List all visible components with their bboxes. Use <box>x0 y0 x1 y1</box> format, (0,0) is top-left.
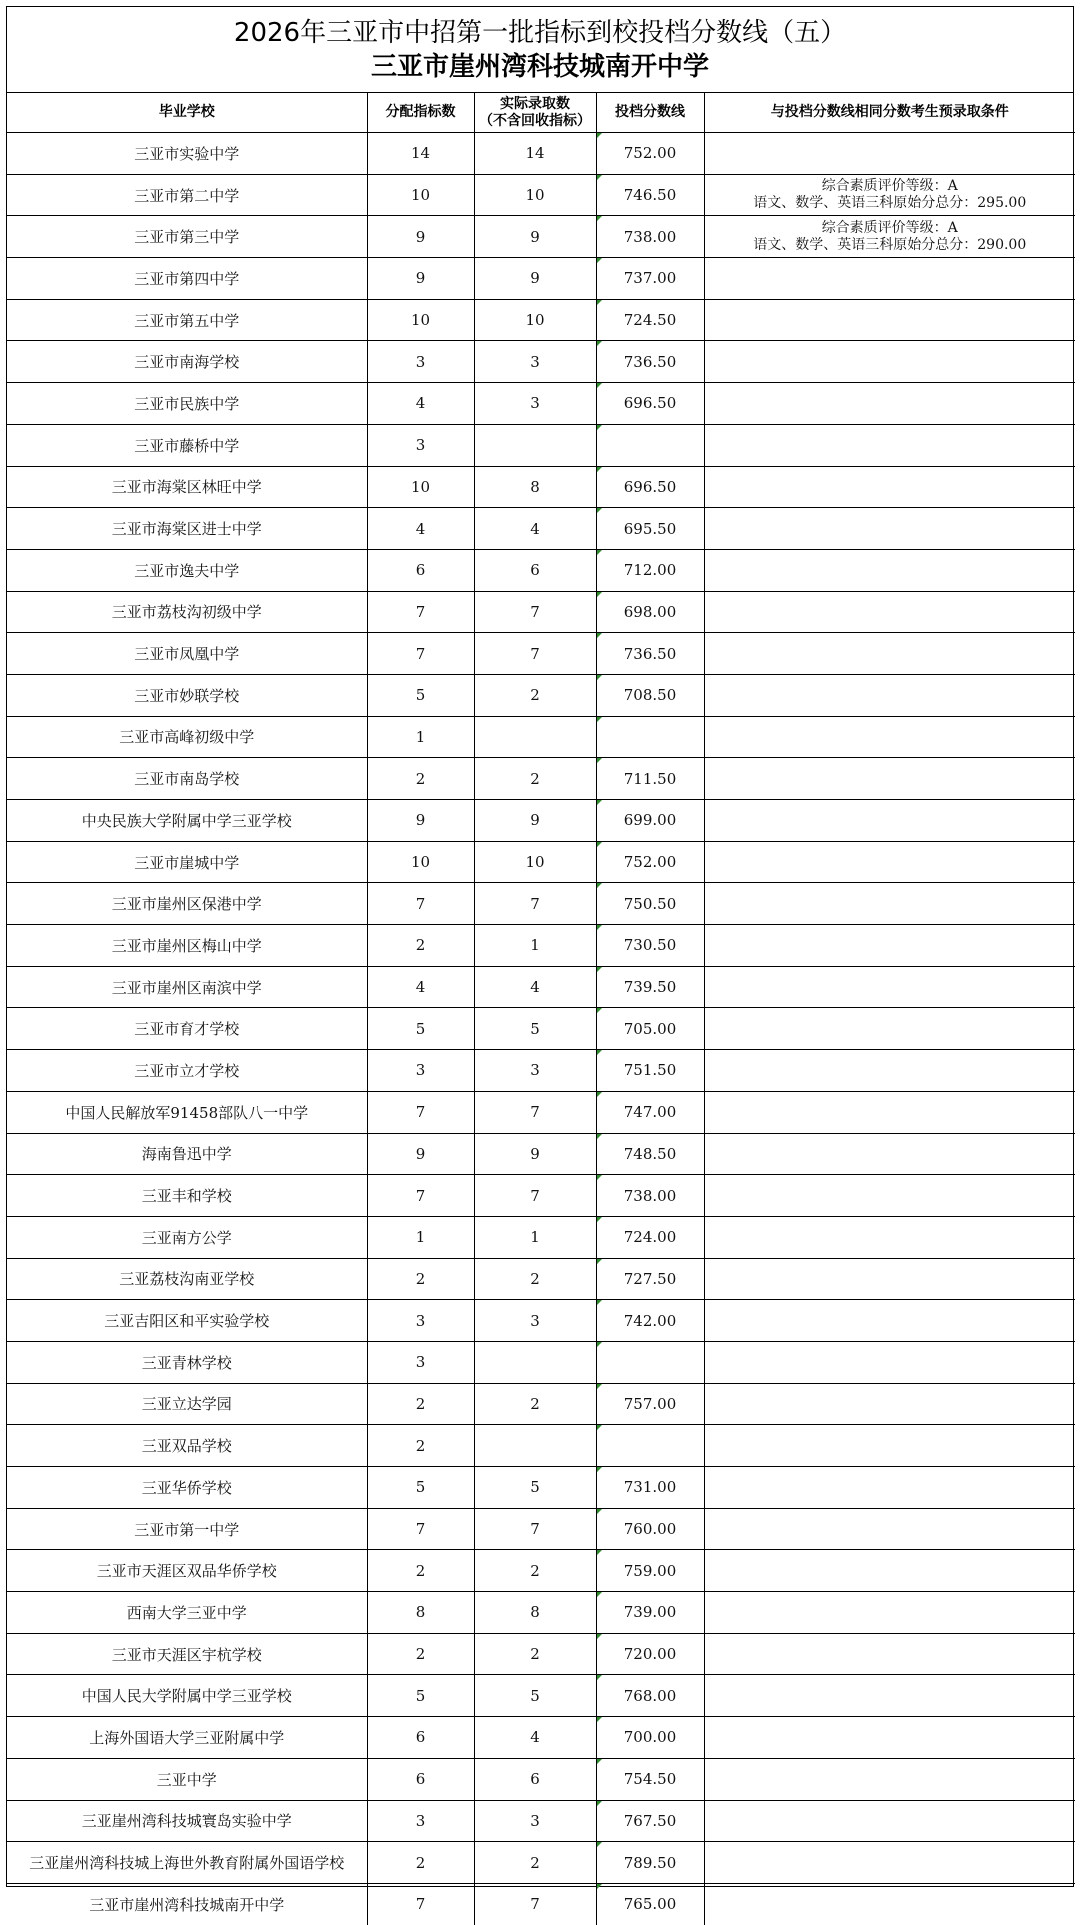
school-cell: 中国人民大学附属中学三亚学校 <box>7 1675 367 1717</box>
admitted-cell: 5 <box>474 1008 596 1050</box>
admitted-cell: 14 <box>474 133 596 175</box>
table-row <box>7 1675 1075 1717</box>
score-cell: 736.50 <box>596 633 704 675</box>
admitted-cell <box>474 1341 596 1383</box>
admitted-cell: 1 <box>474 925 596 967</box>
table-row <box>7 1758 1075 1800</box>
admitted-cell <box>474 1425 596 1467</box>
score-table <box>7 93 1075 1925</box>
school-cell: 三亚市天涯区双品华侨学校 <box>7 1550 367 1592</box>
table-row <box>7 466 1075 508</box>
admitted-cell: 8 <box>474 466 596 508</box>
condition-cell <box>704 549 1075 591</box>
condition-cell <box>704 1717 1075 1759</box>
quota-cell: 7 <box>367 1175 474 1217</box>
condition-line-2: 语文、数学、英语三科原始分总分：290.00 <box>753 236 1027 253</box>
score-cell: 698.00 <box>596 591 704 633</box>
admitted-cell: 2 <box>474 1550 596 1592</box>
admitted-cell: 3 <box>474 1800 596 1842</box>
admitted-cell <box>474 716 596 758</box>
score-cell: 708.50 <box>596 674 704 716</box>
school-cell: 三亚市崖州湾科技城南开中学 <box>7 1883 367 1924</box>
admitted-cell: 7 <box>474 1091 596 1133</box>
table-row <box>7 1508 1075 1550</box>
condition-cell <box>704 925 1075 967</box>
condition-cell <box>704 1383 1075 1425</box>
table-row <box>7 1216 1075 1258</box>
condition-cell <box>704 1050 1075 1092</box>
quota-cell: 3 <box>367 1341 474 1383</box>
score-cell: 730.50 <box>596 925 704 967</box>
score-cell: 767.50 <box>596 1800 704 1842</box>
quota-cell: 2 <box>367 1425 474 1467</box>
condition-cell <box>704 1216 1075 1258</box>
admitted-cell: 5 <box>474 1675 596 1717</box>
admitted-cell: 2 <box>474 1258 596 1300</box>
admitted-cell: 10 <box>474 174 596 216</box>
quota-cell: 9 <box>367 800 474 842</box>
quota-cell: 9 <box>367 216 474 258</box>
school-cell: 三亚市南岛学校 <box>7 758 367 800</box>
condition-cell <box>704 1008 1075 1050</box>
condition-cell <box>704 1592 1075 1634</box>
school-cell: 上海外国语大学三亚附属中学 <box>7 1717 367 1759</box>
score-cell: 712.00 <box>596 549 704 591</box>
score-cell: 727.50 <box>596 1258 704 1300</box>
table-row <box>7 1592 1075 1634</box>
school-cell: 三亚崖州湾科技城寰岛实验中学 <box>7 1800 367 1842</box>
admitted-cell: 4 <box>474 508 596 550</box>
school-cell: 三亚市第三中学 <box>7 216 367 258</box>
quota-cell: 5 <box>367 1675 474 1717</box>
table-row <box>7 1633 1075 1675</box>
score-cell: 696.50 <box>596 466 704 508</box>
score-cell: 747.00 <box>596 1091 704 1133</box>
admitted-cell: 2 <box>474 1383 596 1425</box>
score-cell: 759.00 <box>596 1550 704 1592</box>
admitted-cell: 2 <box>474 1633 596 1675</box>
school-cell: 三亚市崖州区南滨中学 <box>7 966 367 1008</box>
score-cell: 739.50 <box>596 966 704 1008</box>
admitted-cell <box>474 424 596 466</box>
school-cell: 三亚青林学校 <box>7 1341 367 1383</box>
score-cell: 738.00 <box>596 216 704 258</box>
school-cell: 三亚市第一中学 <box>7 1508 367 1550</box>
score-cell <box>596 1341 704 1383</box>
quota-cell: 4 <box>367 383 474 425</box>
quota-cell: 8 <box>367 1592 474 1634</box>
table-row <box>7 1800 1075 1842</box>
score-cell: 789.50 <box>596 1842 704 1884</box>
table-row <box>7 800 1075 842</box>
table-row <box>7 1008 1075 1050</box>
table-row <box>7 1425 1075 1467</box>
admitted-cell: 5 <box>474 1467 596 1509</box>
table-row <box>7 883 1075 925</box>
school-cell: 海南鲁迅中学 <box>7 1133 367 1175</box>
score-cell: 752.00 <box>596 841 704 883</box>
condition-line-2: 语文、数学、英语三科原始分总分：295.00 <box>753 195 1027 212</box>
quota-cell: 7 <box>367 1508 474 1550</box>
score-cell: 711.50 <box>596 758 704 800</box>
condition-cell <box>704 1300 1075 1342</box>
admitted-cell: 9 <box>474 800 596 842</box>
header-score: 投档分数线 <box>596 93 704 133</box>
table-row <box>7 1091 1075 1133</box>
school-cell: 三亚市第四中学 <box>7 258 367 300</box>
score-cell: 748.50 <box>596 1133 704 1175</box>
quota-cell: 5 <box>367 1467 474 1509</box>
score-cell: 765.00 <box>596 1883 704 1924</box>
admitted-cell: 9 <box>474 1133 596 1175</box>
condition-cell <box>704 1467 1075 1509</box>
condition-cell <box>704 466 1075 508</box>
school-cell: 三亚市实验中学 <box>7 133 367 175</box>
quota-cell: 3 <box>367 424 474 466</box>
table-row <box>7 674 1075 716</box>
condition-cell <box>704 1842 1075 1884</box>
school-cell: 三亚市妙联学校 <box>7 674 367 716</box>
score-cell <box>596 424 704 466</box>
table-row <box>7 925 1075 967</box>
school-cell: 三亚市海棠区进士中学 <box>7 508 367 550</box>
table-row <box>7 133 1075 175</box>
condition-cell <box>704 716 1075 758</box>
score-cell: 700.00 <box>596 1717 704 1759</box>
quota-cell: 2 <box>367 1842 474 1884</box>
score-cell: 696.50 <box>596 383 704 425</box>
score-cell: 736.50 <box>596 341 704 383</box>
admitted-cell: 9 <box>474 216 596 258</box>
quota-cell: 2 <box>367 1550 474 1592</box>
admitted-cell: 6 <box>474 549 596 591</box>
condition-cell <box>704 341 1075 383</box>
table-row <box>7 1258 1075 1300</box>
school-cell: 三亚华侨学校 <box>7 1467 367 1509</box>
page-subtitle: 三亚市崖州湾科技城南开中学 <box>370 51 709 82</box>
table-row <box>7 591 1075 633</box>
condition-cell <box>704 508 1075 550</box>
condition-cell <box>704 133 1075 175</box>
school-cell: 三亚市凤凰中学 <box>7 633 367 675</box>
header-admitted-line1: 实际录取数 <box>500 95 570 112</box>
table-row <box>7 174 1075 216</box>
school-cell: 三亚中学 <box>7 1758 367 1800</box>
school-cell: 三亚市崖城中学 <box>7 841 367 883</box>
quota-cell: 5 <box>367 1008 474 1050</box>
table-row <box>7 258 1075 300</box>
table-row <box>7 1133 1075 1175</box>
score-cell: 768.00 <box>596 1675 704 1717</box>
table-row <box>7 216 1075 258</box>
quota-cell: 6 <box>367 549 474 591</box>
score-cell <box>596 1425 704 1467</box>
school-cell: 三亚市民族中学 <box>7 383 367 425</box>
condition-cell <box>704 1550 1075 1592</box>
admitted-cell: 4 <box>474 1717 596 1759</box>
score-cell: 742.00 <box>596 1300 704 1342</box>
table-row <box>7 424 1075 466</box>
admitted-cell: 4 <box>474 966 596 1008</box>
quota-cell: 7 <box>367 591 474 633</box>
condition-cell <box>704 800 1075 842</box>
condition-cell <box>704 174 1075 216</box>
score-cell: 737.00 <box>596 258 704 300</box>
table-row <box>7 508 1075 550</box>
condition-line-1: 综合素质评价等级：A <box>821 219 958 236</box>
school-cell: 三亚市南海学校 <box>7 341 367 383</box>
admitted-cell: 10 <box>474 299 596 341</box>
admitted-cell: 10 <box>474 841 596 883</box>
quota-cell: 10 <box>367 841 474 883</box>
header-condition: 与投档分数线相同分数考生预录取条件 <box>704 93 1075 133</box>
table-row <box>7 1842 1075 1884</box>
condition-cell <box>704 299 1075 341</box>
header-admitted <box>474 93 596 133</box>
school-cell: 三亚吉阳区和平实验学校 <box>7 1300 367 1342</box>
table-row <box>7 1050 1075 1092</box>
score-cell <box>596 716 704 758</box>
condition-cell <box>704 1675 1075 1717</box>
admitted-cell: 8 <box>474 1592 596 1634</box>
condition-line-1: 综合素质评价等级：A <box>821 178 958 195</box>
condition-cell <box>704 1883 1075 1924</box>
condition-cell <box>704 383 1075 425</box>
school-cell: 三亚市逸夫中学 <box>7 549 367 591</box>
title-block <box>7 7 1073 93</box>
admitted-cell: 2 <box>474 1842 596 1884</box>
table-row <box>7 716 1075 758</box>
score-cell: 695.50 <box>596 508 704 550</box>
quota-cell: 4 <box>367 508 474 550</box>
condition-cell <box>704 1800 1075 1842</box>
table-row <box>7 1467 1075 1509</box>
table-row <box>7 341 1075 383</box>
condition-cell <box>704 1341 1075 1383</box>
quota-cell: 10 <box>367 299 474 341</box>
school-cell: 中央民族大学附属中学三亚学校 <box>7 800 367 842</box>
condition-cell <box>704 633 1075 675</box>
school-cell: 三亚市第五中学 <box>7 299 367 341</box>
school-cell: 三亚双品学校 <box>7 1425 367 1467</box>
condition-cell <box>704 758 1075 800</box>
condition-cell <box>704 424 1075 466</box>
score-cell: 751.50 <box>596 1050 704 1092</box>
school-cell: 三亚立达学园 <box>7 1383 367 1425</box>
school-cell: 三亚市海棠区林旺中学 <box>7 466 367 508</box>
school-cell: 三亚市天涯区宇杭学校 <box>7 1633 367 1675</box>
condition-cell <box>704 1633 1075 1675</box>
table-row <box>7 1550 1075 1592</box>
score-cell: 731.00 <box>596 1467 704 1509</box>
header-row <box>7 93 1075 133</box>
quota-cell: 2 <box>367 1258 474 1300</box>
admitted-cell: 3 <box>474 1050 596 1092</box>
condition-cell <box>704 591 1075 633</box>
admitted-cell: 3 <box>474 341 596 383</box>
quota-cell: 10 <box>367 174 474 216</box>
quota-cell: 1 <box>367 716 474 758</box>
school-cell: 三亚市崖州区保港中学 <box>7 883 367 925</box>
score-cell: 754.50 <box>596 1758 704 1800</box>
quota-cell: 1 <box>367 1216 474 1258</box>
school-cell: 三亚市高峰初级中学 <box>7 716 367 758</box>
quota-cell: 9 <box>367 258 474 300</box>
admitted-cell: 7 <box>474 591 596 633</box>
quota-cell: 7 <box>367 1091 474 1133</box>
score-cell: 720.00 <box>596 1633 704 1675</box>
condition-cell <box>704 1425 1075 1467</box>
score-cell: 760.00 <box>596 1508 704 1550</box>
table-row <box>7 633 1075 675</box>
school-cell: 三亚丰和学校 <box>7 1175 367 1217</box>
score-cell: 750.50 <box>596 883 704 925</box>
quota-cell: 6 <box>367 1758 474 1800</box>
school-cell: 三亚市荔枝沟初级中学 <box>7 591 367 633</box>
header-quota: 分配指标数 <box>367 93 474 133</box>
score-cell: 746.50 <box>596 174 704 216</box>
score-cell: 724.50 <box>596 299 704 341</box>
admitted-cell: 7 <box>474 1508 596 1550</box>
condition-cell <box>704 1258 1075 1300</box>
admitted-cell: 3 <box>474 383 596 425</box>
table-row <box>7 1175 1075 1217</box>
quota-cell: 2 <box>367 925 474 967</box>
table-row <box>7 966 1075 1008</box>
admitted-cell: 6 <box>474 1758 596 1800</box>
admitted-cell: 3 <box>474 1300 596 1342</box>
quota-cell: 10 <box>367 466 474 508</box>
table-row <box>7 1717 1075 1759</box>
condition-cell <box>704 1175 1075 1217</box>
score-cell: 739.00 <box>596 1592 704 1634</box>
admitted-cell: 1 <box>474 1216 596 1258</box>
condition-cell <box>704 1508 1075 1550</box>
quota-cell: 14 <box>367 133 474 175</box>
score-cell: 752.00 <box>596 133 704 175</box>
table-row <box>7 1300 1075 1342</box>
table-row <box>7 549 1075 591</box>
page-title: 2026年三亚市中招第一批指标到校投档分数线（五） <box>233 17 847 48</box>
school-cell: 三亚南方公学 <box>7 1216 367 1258</box>
condition-cell <box>704 883 1075 925</box>
condition-cell <box>704 216 1075 258</box>
quota-cell: 7 <box>367 883 474 925</box>
quota-cell: 6 <box>367 1717 474 1759</box>
school-cell: 三亚市育才学校 <box>7 1008 367 1050</box>
table-row <box>7 841 1075 883</box>
header-school: 毕业学校 <box>7 93 367 133</box>
admitted-cell: 2 <box>474 674 596 716</box>
score-cell: 738.00 <box>596 1175 704 1217</box>
quota-cell: 3 <box>367 1800 474 1842</box>
quota-cell: 2 <box>367 758 474 800</box>
condition-cell <box>704 841 1075 883</box>
admitted-cell: 7 <box>474 883 596 925</box>
quota-cell: 2 <box>367 1633 474 1675</box>
school-cell: 三亚市崖州区梅山中学 <box>7 925 367 967</box>
quota-cell: 3 <box>367 1050 474 1092</box>
quota-cell: 2 <box>367 1383 474 1425</box>
table-row <box>7 383 1075 425</box>
score-sheet <box>6 6 1074 1914</box>
quota-cell: 4 <box>367 966 474 1008</box>
school-cell: 三亚市立才学校 <box>7 1050 367 1092</box>
table-row <box>7 1341 1075 1383</box>
score-cell: 757.00 <box>596 1383 704 1425</box>
quota-cell: 7 <box>367 633 474 675</box>
score-cell: 724.00 <box>596 1216 704 1258</box>
school-cell: 三亚荔枝沟南亚学校 <box>7 1258 367 1300</box>
admitted-cell: 9 <box>474 258 596 300</box>
admitted-cell: 7 <box>474 1175 596 1217</box>
condition-cell <box>704 1758 1075 1800</box>
quota-cell: 7 <box>367 1883 474 1924</box>
condition-cell <box>704 1091 1075 1133</box>
admitted-cell: 7 <box>474 633 596 675</box>
school-cell: 西南大学三亚中学 <box>7 1592 367 1634</box>
score-cell: 705.00 <box>596 1008 704 1050</box>
table-row <box>7 1883 1075 1924</box>
condition-cell <box>704 966 1075 1008</box>
school-cell: 中国人民解放军91458部队八一中学 <box>7 1091 367 1133</box>
school-cell: 三亚崖州湾科技城上海世外教育附属外国语学校 <box>7 1842 367 1884</box>
quota-cell: 5 <box>367 674 474 716</box>
table-row <box>7 758 1075 800</box>
condition-cell <box>704 258 1075 300</box>
admitted-cell: 7 <box>474 1883 596 1924</box>
score-cell: 699.00 <box>596 800 704 842</box>
school-cell: 三亚市第二中学 <box>7 174 367 216</box>
header-admitted-line2: （不含回收指标） <box>479 112 591 129</box>
condition-cell <box>704 1133 1075 1175</box>
school-cell: 三亚市藤桥中学 <box>7 424 367 466</box>
admitted-cell: 2 <box>474 758 596 800</box>
table-row <box>7 299 1075 341</box>
quota-cell: 3 <box>367 1300 474 1342</box>
table-row <box>7 1383 1075 1425</box>
condition-cell <box>704 674 1075 716</box>
quota-cell: 3 <box>367 341 474 383</box>
quota-cell: 9 <box>367 1133 474 1175</box>
